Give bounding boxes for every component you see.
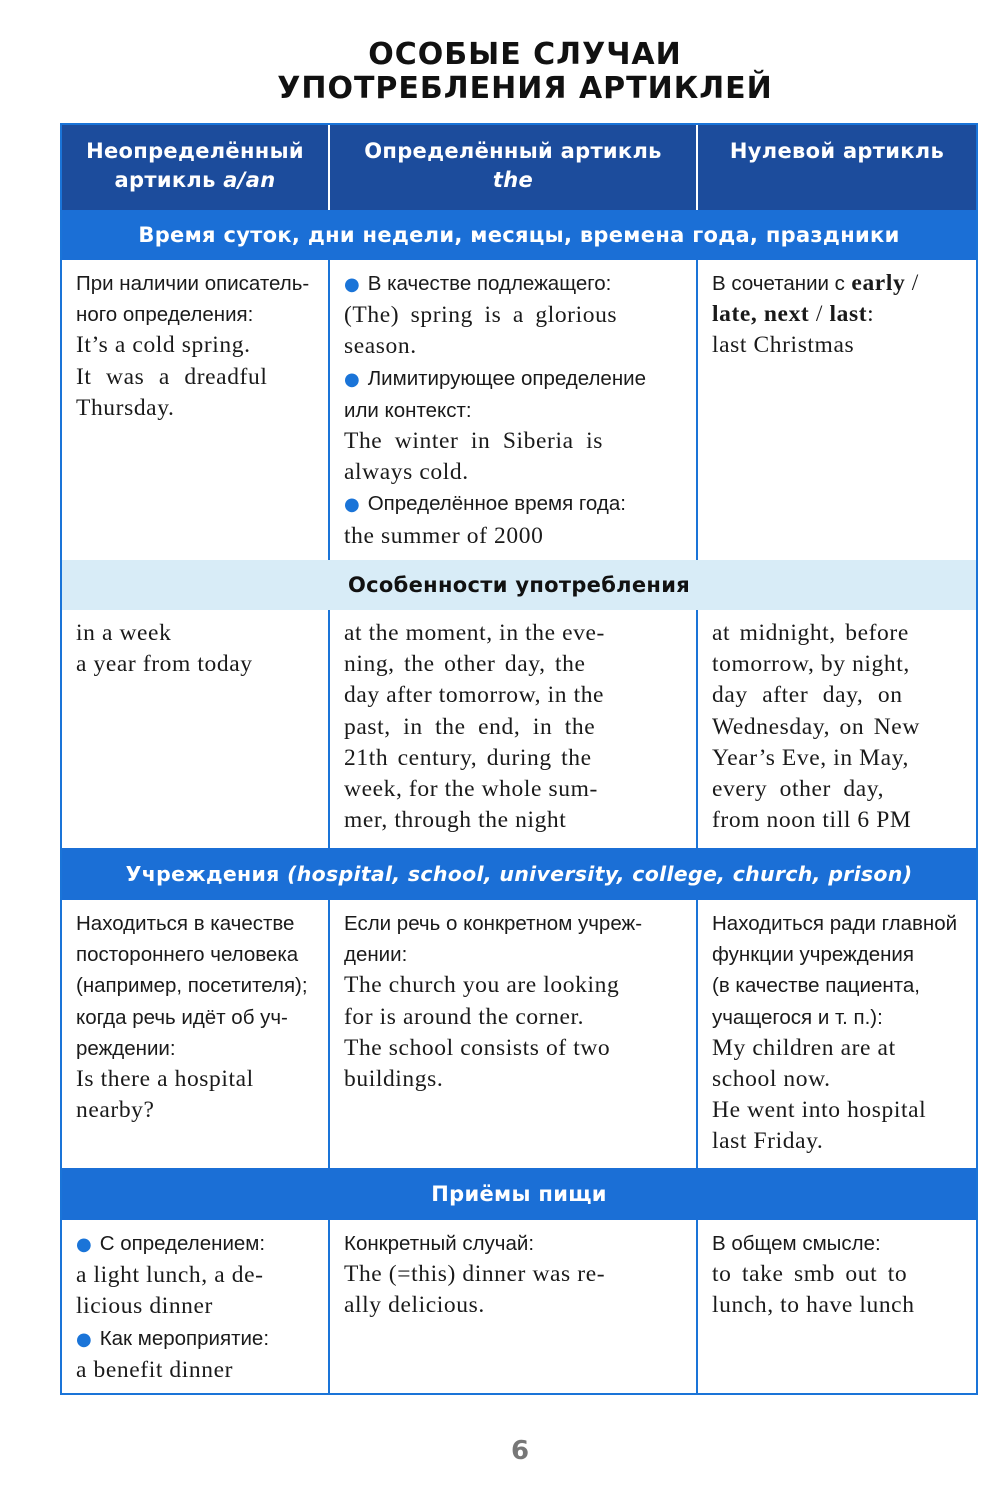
usage-zero-line-3: day after day, on <box>712 682 903 709</box>
cell-time-indefinite <box>62 260 330 560</box>
time-zero-sep-1: / <box>911 270 919 296</box>
header-indefinite-line-2: артикль <box>114 168 216 192</box>
cell-usage-zero <box>698 610 976 848</box>
time-indef-rule-2: ного определения: <box>76 303 254 327</box>
usage-def-line-1: at the moment, in the eve- <box>344 620 605 646</box>
cell-institutions-indefinite <box>62 900 330 1168</box>
time-indef-example-1: It’s a cold spring. <box>76 332 251 359</box>
inst-zero-line-2: функции учреждения <box>712 943 914 967</box>
cell-usage-definite <box>330 610 698 848</box>
time-def-bullet-2-example-b: always cold. <box>344 459 469 486</box>
meals-indef-bullet-1-label: С определением: <box>99 1232 266 1255</box>
table-row-meals <box>62 1220 976 1393</box>
time-def-bullet-2-label-a: Лимитирующее определение <box>367 366 647 390</box>
usage-zero-line-7: from noon till 6 PM <box>712 807 912 834</box>
institutions-band-label: Учреждения <box>125 862 280 886</box>
cell-meals-definite <box>330 1220 698 1393</box>
page-title <box>0 38 1000 106</box>
inst-def-example-1b: for is around the corner. <box>344 1003 585 1030</box>
header-indefinite-article <box>62 125 330 210</box>
time-indef-example-2a: It was a dreadful <box>76 363 268 390</box>
inst-def-example-1a: The church you are looking <box>344 972 620 999</box>
meals-indef-bullet-2-example: a benefit dinner <box>76 1356 234 1383</box>
inst-indef-line-2: постороннего человека <box>76 943 299 967</box>
bullet-icon: ● <box>76 1328 92 1350</box>
table-header-row <box>62 125 976 210</box>
usage-def-line-5: 21th century, during the <box>344 744 592 771</box>
section-band-institutions <box>62 848 976 900</box>
inst-indef-example-a: Is there a hospital <box>76 1066 254 1093</box>
header-indefinite-article-word: a/an <box>223 168 276 192</box>
time-def-bullet-2-label-b: или контекст: <box>344 398 472 422</box>
inst-indef-line-3: (например, посетителя); <box>76 974 308 998</box>
section-band-meals: Приёмы пищи <box>62 1168 976 1220</box>
usage-def-line-2: ning, the other day, the <box>344 651 586 678</box>
articles-table <box>60 123 978 1395</box>
time-indef-rule-1: При наличии описатель- <box>76 272 310 295</box>
inst-zero-example-1a: My children are at <box>712 1034 896 1061</box>
header-definite-article <box>330 125 698 210</box>
inst-zero-example-2a: He went into hospital <box>712 1097 927 1124</box>
inst-def-line-2: дении: <box>344 943 408 967</box>
section-band-usage: Особенности употребления <box>62 560 976 610</box>
time-def-bullet-3-label: Определённое время года: <box>367 492 626 516</box>
page-title-line-1: ОСОБЫЕ СЛУЧАИ <box>368 37 682 72</box>
meals-def-label: Конкретный случай: <box>344 1232 535 1255</box>
header-indefinite-line-1: Неопределённый <box>86 139 304 163</box>
time-def-bullet-2-example-a: The winter in Siberia is <box>344 428 603 455</box>
inst-def-line-1: Если речь о конкретном учреж- <box>344 912 643 935</box>
usage-zero-line-5: Year’s Eve, in May, <box>712 744 909 771</box>
inst-zero-line-3: (в качестве пациента, <box>712 974 920 998</box>
usage-zero-line-1: at midnight, before <box>712 620 909 646</box>
time-def-bullet-3-example: the summer of 2000 <box>344 522 544 549</box>
bullet-icon: ● <box>344 274 360 295</box>
cell-institutions-zero <box>698 900 976 1168</box>
page-number: 6 <box>510 1436 530 1466</box>
meals-zero-example-b: lunch, to have lunch <box>712 1292 915 1319</box>
time-zero-word-early: early <box>851 270 906 296</box>
inst-zero-line-1: Находиться ради главной <box>712 912 958 935</box>
table-row-institutions <box>62 900 976 1168</box>
usage-zero-line-2: tomorrow, by night, <box>712 651 910 678</box>
bullet-icon: ● <box>76 1234 92 1255</box>
cell-institutions-definite <box>330 900 698 1168</box>
time-def-bullet-1-example-b: season. <box>344 333 417 360</box>
usage-zero-line-4: Wednesday, on New <box>712 713 920 740</box>
bullet-icon: ● <box>344 368 360 390</box>
time-def-bullet-1-example-a: (The) spring is a glorious <box>344 302 618 329</box>
usage-def-line-3: day after tomorrow, in the <box>344 682 605 709</box>
header-definite-line-1: Определённый артикль <box>364 139 662 163</box>
inst-zero-example-1b: school now. <box>712 1066 831 1093</box>
usage-indef-line-1: in a week <box>76 620 172 646</box>
inst-indef-example-b: nearby? <box>76 1097 155 1124</box>
time-indef-example-2b: Thursday. <box>76 394 175 421</box>
usage-indef-line-2: a year from today <box>76 651 253 678</box>
inst-indef-line-5: реждении: <box>76 1036 176 1060</box>
header-zero-article <box>698 125 976 210</box>
header-zero-label: Нулевой артикль <box>729 139 945 163</box>
table-row-usage <box>62 610 976 848</box>
section-band-time: Время суток, дни недели, месяцы, времена года, праздники <box>62 210 976 260</box>
inst-indef-line-4: когда речь идёт об уч- <box>76 1005 288 1029</box>
institutions-band-list: (hospital, school, university, college, church, prison) <box>287 862 913 886</box>
inst-def-example-2a: The school consists of two <box>344 1034 611 1061</box>
bullet-icon: ● <box>344 494 360 516</box>
time-def-bullet-1-label: В качестве подлежащего: <box>367 272 612 295</box>
usage-def-line-4: past, in the end, in the <box>344 713 596 740</box>
meals-indef-bullet-2-label: Как мероприятие: <box>99 1326 270 1350</box>
header-definite-article-word: the <box>492 168 534 192</box>
cell-meals-zero <box>698 1220 976 1393</box>
time-zero-rule: В сочетании с <box>712 272 845 295</box>
meals-zero-example-a: to take smb out to <box>712 1261 908 1288</box>
inst-zero-line-4: учащегося и т. п.): <box>712 1005 883 1029</box>
inst-indef-line-1: Находиться в качестве <box>76 912 295 935</box>
time-zero-example: last Christmas <box>712 332 855 359</box>
cell-time-definite <box>330 260 698 560</box>
time-zero-word-last: last <box>829 301 868 328</box>
time-zero-word-late-next: late, next <box>712 301 810 328</box>
time-zero-sep-2: / <box>815 301 823 328</box>
meals-zero-label: В общем смысле: <box>712 1232 881 1255</box>
inst-def-example-2b: buildings. <box>344 1066 444 1093</box>
meals-indef-bullet-1-example-b: licious dinner <box>76 1293 213 1320</box>
usage-def-line-6: week, for the whole sum- <box>344 776 598 803</box>
meals-def-example-b: ally delicious. <box>344 1292 485 1319</box>
usage-zero-line-6: every other day, <box>712 776 885 803</box>
cell-time-zero <box>698 260 976 560</box>
cell-meals-indefinite <box>62 1220 330 1393</box>
cell-usage-indefinite <box>62 610 330 848</box>
usage-def-line-7: mer, through the night <box>344 807 567 834</box>
page-title-line-2: УПОТРЕБЛЕНИЯ АРТИКЛЕЙ <box>277 71 773 106</box>
meals-indef-bullet-1-example-a: a light lunch, a de- <box>76 1262 264 1289</box>
table-row-time <box>62 260 976 560</box>
meals-def-example-a: The (=this) dinner was re- <box>344 1261 606 1288</box>
inst-zero-example-2b: last Friday. <box>712 1128 824 1155</box>
time-zero-colon: : <box>867 301 875 328</box>
